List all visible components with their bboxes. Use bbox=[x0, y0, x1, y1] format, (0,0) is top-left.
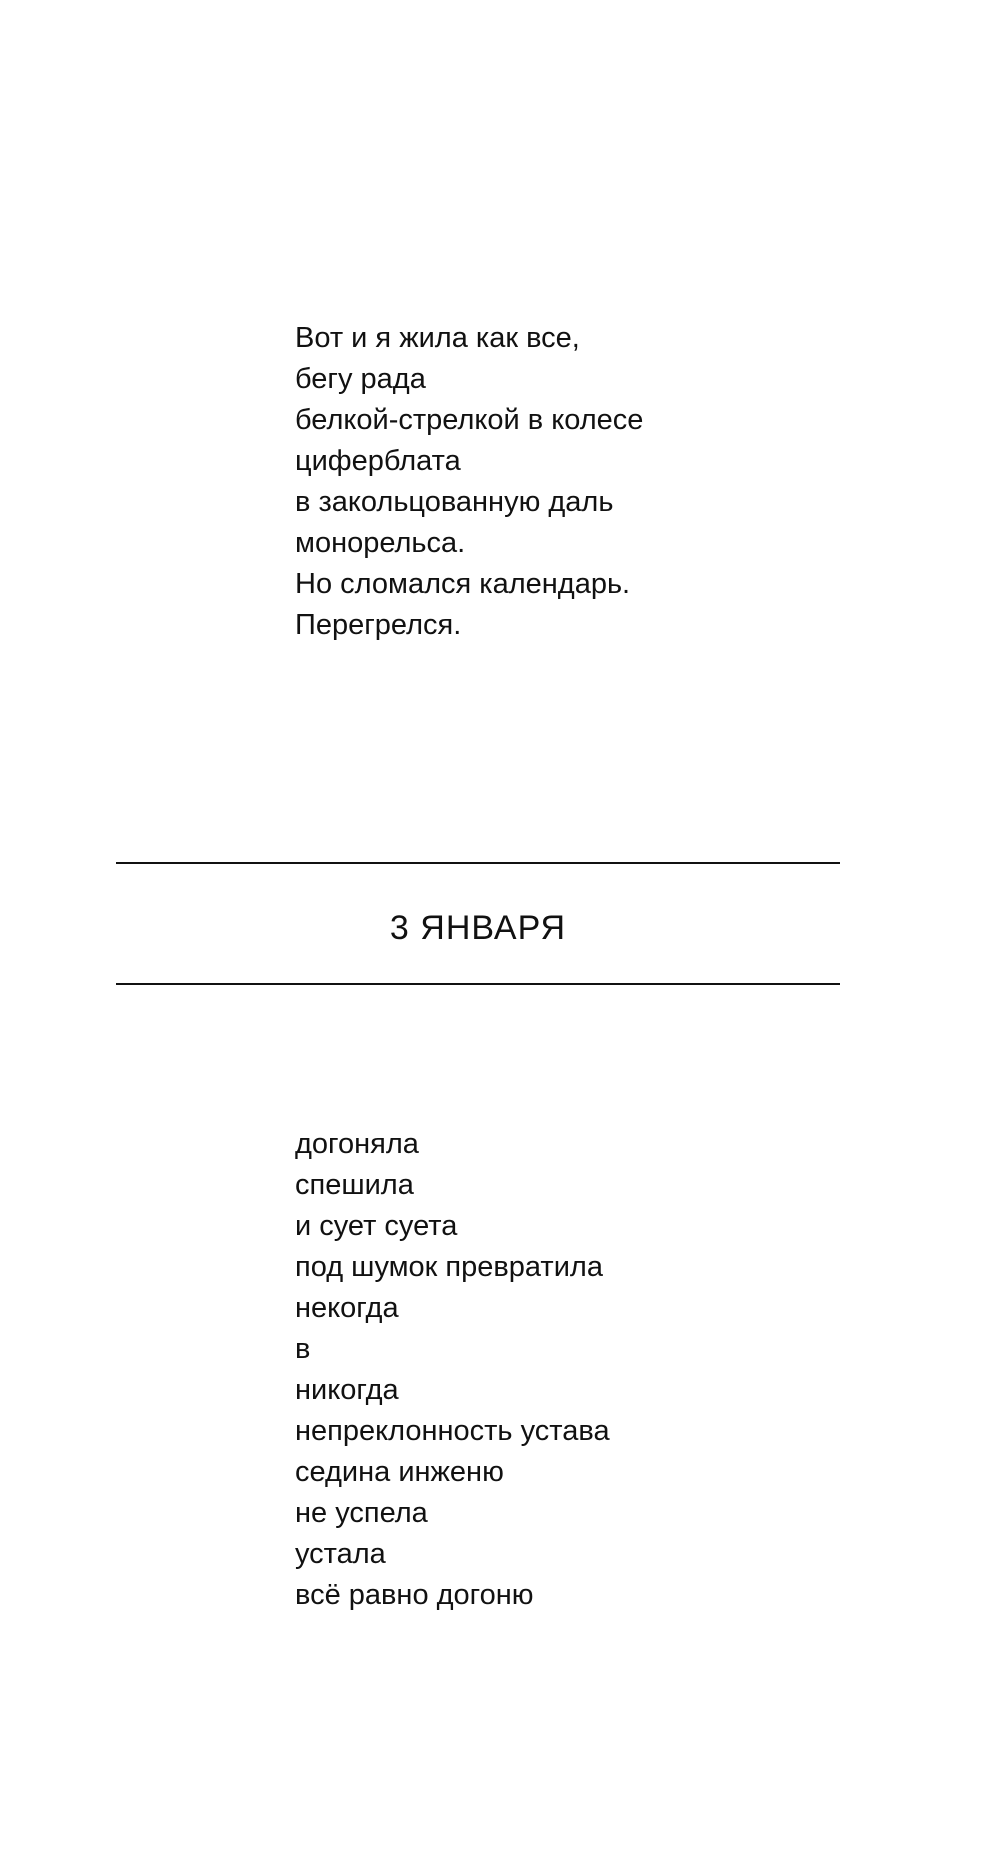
section-title: 3 ЯНВАРЯ bbox=[389, 909, 567, 947]
poem-line: догоняла bbox=[295, 1128, 419, 1160]
poem-second bbox=[295, 1124, 610, 1616]
poem-line: седина инженю bbox=[295, 1456, 504, 1488]
poem-line: спешила bbox=[295, 1169, 414, 1201]
poem-line: бегу рада bbox=[295, 363, 426, 395]
poem-line: никогда bbox=[295, 1374, 399, 1406]
poem-line: циферблата bbox=[295, 445, 461, 477]
poem-line: монорельса. bbox=[295, 527, 466, 559]
section-divider-bottom bbox=[116, 983, 840, 985]
poem-line: Но сломался календарь. bbox=[295, 568, 631, 600]
poem-line: белкой-стрелкой в колесе bbox=[295, 404, 644, 436]
poem-line: в закольцованную даль bbox=[295, 486, 614, 518]
poem-line: Вот и я жила как все, bbox=[295, 322, 580, 354]
poem-first bbox=[295, 318, 643, 646]
poem-line: под шумок превратила bbox=[295, 1251, 603, 1283]
section-divider-top bbox=[116, 862, 840, 864]
poem-line: не успела bbox=[295, 1497, 428, 1529]
poem-line: непреклонность устава bbox=[295, 1415, 610, 1447]
poem-line: всё равно догоню bbox=[295, 1579, 534, 1611]
poem-line: устала bbox=[295, 1538, 386, 1570]
poem-line: в bbox=[295, 1333, 311, 1365]
poem-line: некогда bbox=[295, 1292, 399, 1324]
poem-line: и сует суета bbox=[295, 1210, 458, 1242]
poem-line: Перегрелся. bbox=[295, 609, 462, 641]
